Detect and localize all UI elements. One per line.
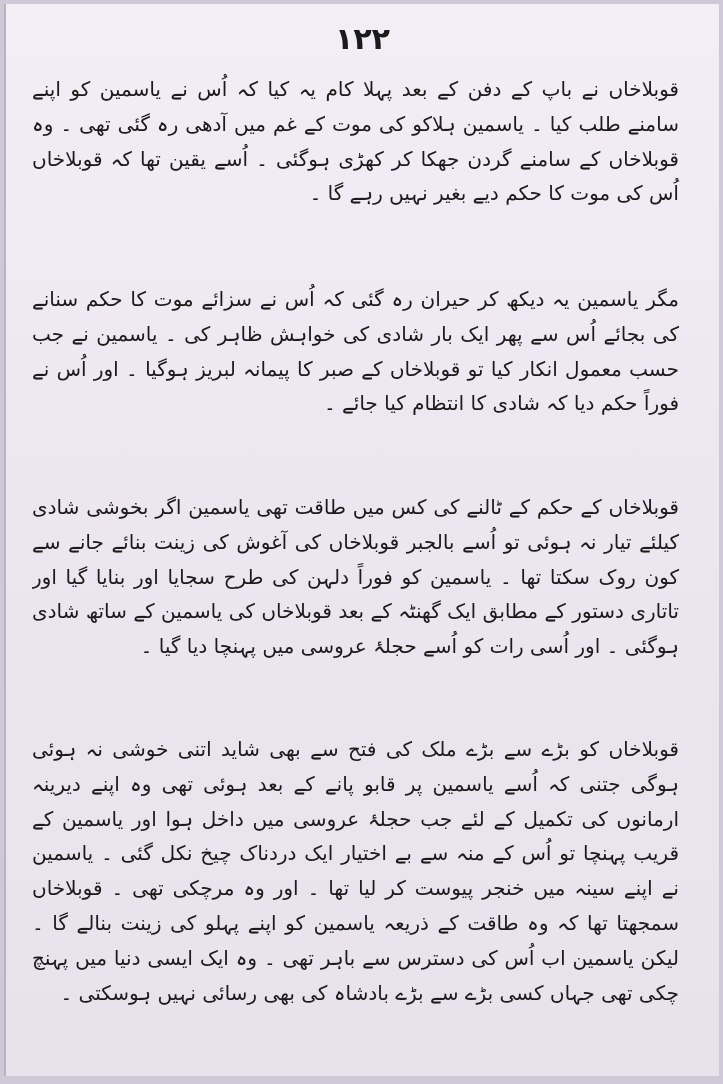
paragraph-2: مگر یاسمین یہ دیکھ کر حیران رہ گئی کہ اُس نے سزائے موت کا حکم سنانے کی بجائے اُس سے پھر ایک بار شادی کی خواہش ظاہر کی ۔ یاسمین نے جب حسب معمول انکار کیا تو قوبلاخاں کے صبر کا پیمانہ لبریز ہوگیا ۔ اور اُس نے فوراً حکم دیا کہ شادی کا انتظام کیا جائے ۔ [32,287,679,416]
page-number: ۱۲۲ [335,22,390,57]
paragraph-1: قوبلاخاں نے باپ کے دفن کے بعد پہلا کام یہ کیا کہ اُس نے یاسمین کو اپنے سامنے طلب کیا ۔ یاسمین ہلاکو کی موت کے غم میں آدھی رہ گئی تھی ۔ وہ قوبلاخاں کے سامنے گردن جھکا کر کھڑی ہوگئی ۔ اُسے یقین تھا کہ قوبلاخاں اُس کی موت کا حکم دیے بغیر نہیں رہے گا ۔ [32,77,679,206]
page-text [32,72,689,1046]
book-page [4,4,719,1076]
paragraph-4: قوبلاخاں کو بڑے سے بڑے ملک کی فتح سے بھی شاید اتنی خوشی نہ ہوئی ہوگی جتنی کہ اُسے یاسمین پر قابو پانے کے بعد ہوئی تھی وہ اپنے دیرینہ ارمانوں کی تکمیل کے لئے جب حجلۂ عروسی میں داخل ہوا اور یاسمین کے قریب پہنچا تو اُس کے منہ سے بے اختیار ایک دردناک چیخ نکل گئی ۔ یاسمین نے اپنے سینہ میں خنجر پیوست کر لیا تھا ۔ اور وہ مرچکی تھی ۔ قوبلاخاں سمجھتا تھا کہ وہ طاقت کے ذریعہ یاسمین کو اپنے پہلو کی زینت بنالے گا ۔ لیکن یاسمین اب اُس کی دسترس سے باہر تھی ۔ وہ ایک ایسی دنیا میں پہنچ چکی تھی جہاں کسی بڑے سے بڑے بادشاہ کی بھی رسائی نہیں ہوسکتی ۔ [32,737,679,1005]
paragraph-3: قوبلاخاں کے حکم کے ٹالنے کی کس میں طاقت تھی یاسمین اگر بخوشی شادی کیلئے تیار نہ ہوئی تو اُسے بالجبر قوبلاخاں کی آغوش کی زینت بنائے جانے سے کون روک سکتا تھا ۔ یاسمین کو فوراً دلہن کی طرح سجایا اور بنایا گیا اور تاتاری دستور کے مطابق ایک گھنٹہ کے بعد قوبلاخاں کی یاسمین کے ساتھ شادی ہوگئی ۔ اور اُسی رات کو اُسے حجلۂ عروسی میں پہنچا دیا گیا ۔ [32,495,679,659]
